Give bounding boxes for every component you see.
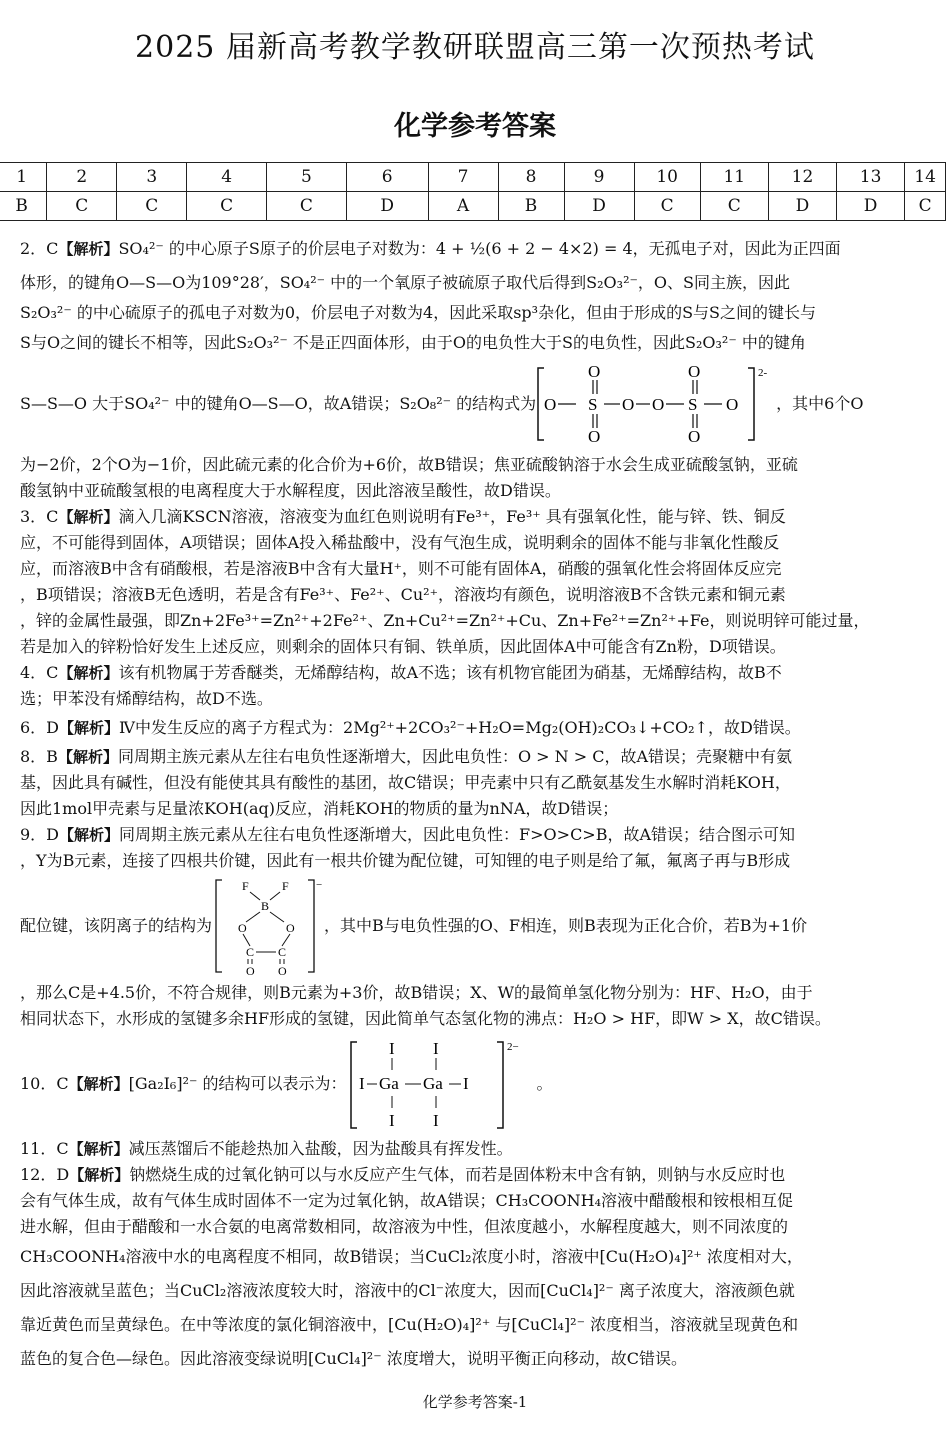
explanation-q8 xyxy=(20,744,932,822)
q8-label: 【解析】 xyxy=(57,748,118,766)
q3-number: 3．C xyxy=(20,507,59,526)
atom-i: I xyxy=(462,1074,469,1093)
atom-f: F xyxy=(282,879,289,893)
q8-line: 因此1mol甲壳素与足量浓KOH(aq)反应，消耗KOH的物质的量为nNA，故D错误； xyxy=(20,799,619,818)
explanation-q12 xyxy=(20,1162,932,1372)
q3-line: 滴入几滴KSCN溶液，溶液变为血红色则说明有Fe³⁺，Fe³⁺ 具有强氧化性，能与锌、铁、铜反 xyxy=(118,507,786,526)
atom-c: C xyxy=(246,945,255,959)
q9-number: 9．D xyxy=(20,825,60,844)
answer-cell: D xyxy=(837,192,905,221)
answer-key-subtitle: 化学参考答案 xyxy=(394,111,556,142)
q12-line: 进水解，但由于醋酸和一水合氨的电离常数相同，故溶液为中性，但浓度越小，水解程度越大，则不同浓度的 xyxy=(20,1217,789,1236)
charge: − xyxy=(316,879,323,891)
q6-line: Ⅳ中发生反应的离子方程式为：2Mg²⁺+2CO₃²⁻+H₂O=Mg₂(OH)₂CO₃↓+CO₂↑，故D错误。 xyxy=(119,718,801,737)
q2-line: S₂O₃²⁻ 的中心硫原子的孤电子对数为0，价层电子对数为4，因此采取sp³杂化，但由于形成的S与S之间的键长与 xyxy=(20,303,817,322)
answer-table xyxy=(0,162,946,221)
s2o8-structure xyxy=(536,362,776,446)
answer-cell: D xyxy=(346,192,428,221)
q3-label: 【解析】 xyxy=(58,508,119,526)
atom-o: O xyxy=(588,427,601,446)
atom-i: I xyxy=(432,1039,439,1058)
q2-line: 酸氢钠中亚硫酸氢根的电离程度大于水解程度，因此溶液呈酸性，故D错误。 xyxy=(20,481,561,500)
q9-line: 同周期主族元素从左往右电负性逐渐增大，因此电负性：F>O>C>B，故A错误；结合图示可知 xyxy=(119,825,796,844)
atom-ga: Ga xyxy=(378,1074,399,1093)
answer-cell: C xyxy=(187,192,267,221)
question-number-cell: 8 xyxy=(498,163,564,192)
atom-o: O xyxy=(588,362,601,381)
q2-label: 【解析】 xyxy=(58,240,119,258)
atom-i: I xyxy=(388,1111,395,1130)
answer-cell: C xyxy=(267,192,347,221)
q3-line: ，锌的金属性最强，即Zn+2Fe³⁺=Zn²⁺+2Fe²⁺、Zn+Cu²⁺=Zn²⁺+Cu、Zn+Fe²⁺=Zn²⁺+Fe，则说明锌可能过量， xyxy=(20,611,870,630)
q2-line: ，其中6个O xyxy=(776,394,864,413)
atom-i: I xyxy=(432,1111,439,1130)
answer-table-number-row xyxy=(0,163,946,192)
q9-label: 【解析】 xyxy=(59,826,120,844)
question-number-cell: 6 xyxy=(346,163,428,192)
explanation-q11 xyxy=(20,1136,932,1162)
q12-line: 钠燃烧生成的过氧化钠可以与水反应产生气体，而若是固体粉末中含有钠，则钠与水反应时也 xyxy=(129,1165,786,1184)
question-number-cell: 10 xyxy=(634,163,700,192)
answer-cell: C xyxy=(47,192,117,221)
question-number-cell: 2 xyxy=(47,163,117,192)
question-number-cell: 4 xyxy=(187,163,267,192)
q11-number: 11．C xyxy=(20,1139,69,1158)
question-number-cell: 14 xyxy=(905,163,946,192)
q9-line: 配位键，该阴离子的结构为 xyxy=(20,916,213,935)
explanation-q2 xyxy=(20,236,932,504)
q4-number: 4．C xyxy=(20,663,59,682)
q3-line: ，B项错误；溶液B无色透明，若是含有Fe³⁺、Fe²⁺、Cu²⁺，溶液均有颜色，说明溶液B不含铁元素和铜元素 xyxy=(20,585,786,604)
answer-cell: A xyxy=(428,192,498,221)
q2-line: 为−2价，2个O为−1价，因此硫元素的化合价为+6价，故B错误；焦亚硫酸钠溶于水会生成亚硫酸氢钠，亚硫 xyxy=(20,455,798,474)
question-number-cell: 11 xyxy=(700,163,768,192)
exam-title: 2025 届新高考教学教研联盟高三第一次预热考试 xyxy=(135,30,815,65)
borate-anion-structure xyxy=(212,876,324,976)
q9-line: ，那么C是+4.5价，不符合规律，则B元素为+3价，故B错误；X、W的最简单氢化物分别为：HF、H₂O，由于 xyxy=(20,983,813,1002)
q12-number: 12．D xyxy=(20,1165,70,1184)
q11-label: 【解析】 xyxy=(68,1140,129,1158)
q2-number: 2．C xyxy=(20,239,59,258)
q12-line: 会有气体生成，故有气体生成时固体不一定为过氧化钠，故A错误；CH₃COONH₄溶液中醋酸根和铵根相互促 xyxy=(20,1191,794,1210)
atom-f: F xyxy=(242,879,249,893)
q2-line: SO₄²⁻ 的中心原子S原子的价层电子对数为：4 + ½(6 + 2 − 4×2) = 4，无孤电子对，因此为正四面 xyxy=(118,239,841,258)
q6-label: 【解析】 xyxy=(59,719,120,737)
q4-line: 选；甲苯没有烯醇结构，故D不选。 xyxy=(20,689,273,708)
q4-label: 【解析】 xyxy=(58,664,119,682)
atom-i: I xyxy=(388,1039,395,1058)
q8-line: 同周期主族元素从左往右电负性逐渐增大，因此电负性：O > N > C，故A错误；壳聚糖中有氨 xyxy=(117,747,793,766)
page-footer: 化学参考答案-1 xyxy=(422,1393,528,1411)
answer-cell: B xyxy=(0,192,47,221)
atom-o: O xyxy=(688,362,701,381)
q9-line: ，其中B与电负性强的O、F相连，则B表现为正化合价，若B为+1价 xyxy=(324,916,808,935)
atom-b: B xyxy=(261,899,270,913)
question-number-cell: 7 xyxy=(428,163,498,192)
q12-line: 因此溶液就呈蓝色；当CuCl₂溶液浓度较大时，溶液中的Cl⁻浓度大，因而[CuCl₄]²⁻ 离子浓度大，溶液颜色就 xyxy=(20,1281,795,1300)
q3-line: 应，不可能得到固体，A项错误；固体A投入稀盐酸中，没有气泡生成，说明剩余的固体不能与非氧化性酸反 xyxy=(20,533,780,552)
answer-cell: C xyxy=(905,192,946,221)
q9-line: ，Y为B元素，连接了四根共价键，因此有一根共价键为配位键，可知锂的电子则是给了氟，氟离子再与B形成 xyxy=(20,851,791,870)
q2-line: S与O之间的键长不相等，因此S₂O₃²⁻ 不是正四面体形，由于O的电负性大于S的电负性，因此S₂O₃²⁻ 中的键角 xyxy=(20,333,806,352)
atom-o: O xyxy=(278,964,287,976)
q2-line: S—S—O 大于SO₄²⁻ 中的键角O—S—O，故A错误；S₂O₈²⁻ 的结构式为 xyxy=(20,394,537,413)
atom-o: O xyxy=(688,427,701,446)
answer-cell: D xyxy=(564,192,634,221)
answer-cell: C xyxy=(117,192,187,221)
atom-c: C xyxy=(278,945,287,959)
explanation-q6 xyxy=(20,715,932,741)
question-number-cell: 12 xyxy=(768,163,836,192)
charge: 2− xyxy=(506,1041,519,1053)
explanation-q10 xyxy=(20,1032,932,1136)
q11-line: 减压蒸馏后不能趁热加入盐酸，因为盐酸具有挥发性。 xyxy=(128,1139,513,1158)
atom-o: O xyxy=(238,921,247,935)
atom-o: O xyxy=(652,395,665,414)
question-number-cell: 1 xyxy=(0,163,47,192)
atom-o: O xyxy=(246,964,255,976)
q9-line: 相同状态下，水形成的氢键多余HF形成的氢键，因此简单气态氢化物的沸点：H₂O > HF，即W > X，故C错误。 xyxy=(20,1009,831,1028)
question-number-cell: 3 xyxy=(117,163,187,192)
q10-label: 【解析】 xyxy=(68,1075,129,1093)
q10-line: 。 xyxy=(536,1074,553,1093)
q6-number: 6．D xyxy=(20,718,60,737)
q8-number: 8．B xyxy=(20,747,58,766)
q3-line: 应，而溶液B中含有硝酸根，若是溶液B中含有大量H⁺，则不可能有固体A，硝酸的强氧化性会将固体反应完 xyxy=(20,559,782,578)
ga2i6-structure xyxy=(347,1034,537,1134)
q12-label: 【解析】 xyxy=(69,1166,130,1184)
question-number-cell: 9 xyxy=(564,163,634,192)
answer-cell: C xyxy=(634,192,700,221)
atom-o: O xyxy=(286,921,295,935)
explanations xyxy=(20,236,932,1372)
question-number-cell: 5 xyxy=(267,163,347,192)
answer-cell: B xyxy=(498,192,564,221)
atom-o: O xyxy=(726,395,739,414)
q3-line: 若是加入的锌粉恰好发生上述反应，则剩余的固体只有铜、铁单质，因此固体A中可能含有Zn粉，D项错误。 xyxy=(20,637,786,656)
explanation-q9 xyxy=(20,822,932,1032)
q12-line: CH₃COONH₄溶液中水的电离程度不相同，故B错误；当CuCl₂浓度小时，溶液中[Cu(H₂O)₄]²⁺ 浓度相对大， xyxy=(20,1247,803,1266)
q2-line: 体形，的键角O—S—O为109°28′，SO₄²⁻ 中的一个氧原子被硫原子取代后得到S₂O₃²⁻，O、S同主族，因此 xyxy=(20,273,791,292)
explanation-q3 xyxy=(20,504,932,660)
q10-line: [Ga₂I₆]²⁻ 的结构可以表示为： xyxy=(128,1074,347,1093)
explanation-q4 xyxy=(20,660,932,712)
answer-table-answer-row xyxy=(0,192,946,221)
q12-line: 蓝色的复合色—绿色。因此溶液变绿说明[CuCl₄]²⁻ 浓度增大，说明平衡正向移动，故C错误。 xyxy=(20,1349,687,1368)
atom-s: S xyxy=(688,395,698,414)
question-number-cell: 13 xyxy=(837,163,905,192)
atom-i: I xyxy=(358,1074,365,1093)
atom-ga: Ga xyxy=(422,1074,443,1093)
atom-o: O xyxy=(622,395,635,414)
answer-cell: D xyxy=(768,192,836,221)
q10-number: 10．C xyxy=(20,1074,69,1093)
q4-line: 该有机物属于芳香醚类，无烯醇结构，故A不选；该有机物官能团为硝基，无烯醇结构，故B不 xyxy=(118,663,782,682)
atom-s: S xyxy=(588,395,598,414)
atom-o: O xyxy=(544,395,557,414)
q12-line: 靠近黄色而呈黄绿色。在中等浓度的氯化铜溶液中，[Cu(H₂O)₄]²⁺ 与[CuCl₄]²⁻ 浓度相当，溶液就呈现黄色和 xyxy=(20,1315,799,1334)
answer-cell: C xyxy=(700,192,768,221)
charge: 2- xyxy=(758,367,768,379)
q8-line: 基，因此具有碱性，但没有能使其具有酸性的基团，故C错误；甲壳素中只有乙酰氨基发生水解时消耗KOH， xyxy=(20,773,791,792)
